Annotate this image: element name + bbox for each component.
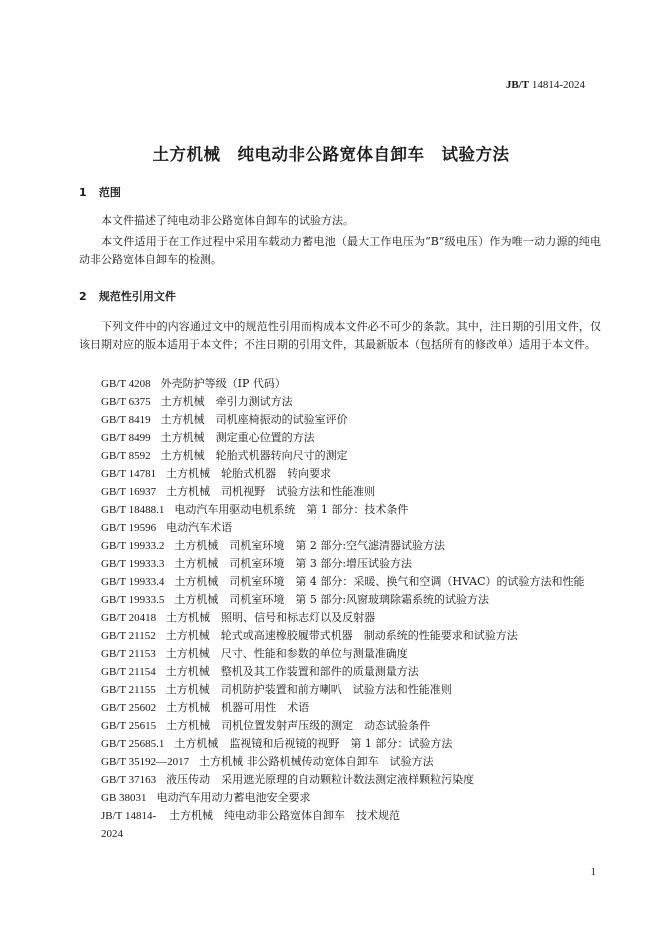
section-title: 规范性引用文件 <box>98 290 176 303</box>
reference-title: 液压传动 采用遮光原理的自动颗粒计数法测定液样颗粒污染度 <box>166 773 475 786</box>
reference-title: 土方机械 司机视野 试验方法和性能准则 <box>166 485 376 498</box>
reference-code: GB/T 16937 <box>101 486 157 498</box>
reference-title: 土方机械 轮式或高速橡胶履带式机器 制动系统的性能要求和试验方法 <box>165 629 518 642</box>
reference-title: 土方机械 司机位置发射声压级的测定 动态试验条件 <box>166 719 431 732</box>
reference-item <box>79 627 601 645</box>
section-number: 2 <box>79 290 87 303</box>
standard-id <box>506 79 585 91</box>
reference-code: GB/T 19933.4 <box>101 576 165 588</box>
reference-title: 土方机械 测定重心位置的方法 <box>160 431 315 444</box>
document-title: 土方机械 纯电动非公路宽体自卸车 试验方法 <box>152 145 510 164</box>
reference-title: 外壳防护等级（IP 代码） <box>160 377 286 390</box>
reference-title: 土方机械 司机室环境 第 4 部分：采暖、换气和空调（HVAC）的试验方法和性能 <box>174 575 585 588</box>
reference-item <box>79 483 601 501</box>
reference-title: 土方机械 照明、信号和标志灯以及反射器 <box>166 611 376 624</box>
section-title: 范围 <box>98 186 121 199</box>
normative-intro-paragraph: 下列文件中的内容通过文中的规范性引用而构成本文件必不可少的条款。其中，注日期的引用文件，仅该日期对应的版本适用于本文件；不注日期的引用文件，其最新版本（包括所有的修改单）适用于本文件。 <box>79 320 601 351</box>
reference-list <box>79 375 601 843</box>
reference-title: 土方机械 机器可用性 术语 <box>166 701 310 714</box>
reference-title: 土方机械 司机室环境 第 5 部分:风窗玻璃除霜系统的试验方法 <box>174 593 490 606</box>
reference-title: 土方机械 司机座椅振动的试验室评价 <box>160 413 348 426</box>
reference-item <box>79 375 601 393</box>
reference-code: GB/T 4208 <box>101 378 151 390</box>
reference-item <box>79 717 601 735</box>
reference-item <box>79 807 601 843</box>
page-number: 1 <box>590 866 596 878</box>
reference-item <box>79 753 601 771</box>
reference-title: 电动汽车术语 <box>166 521 233 534</box>
section-1-heading <box>79 184 121 200</box>
reference-item <box>79 771 601 789</box>
reference-item <box>79 681 601 699</box>
reference-item <box>79 501 601 519</box>
reference-item <box>79 591 601 609</box>
reference-title: 土方机械 轮胎式机器转向尺寸的测定 <box>160 449 348 462</box>
reference-title: 土方机械 非公路机械传动宽体自卸车 试验方法 <box>199 755 434 768</box>
reference-code: GB/T 19933.2 <box>101 540 165 552</box>
reference-item <box>79 609 601 627</box>
reference-title: 土方机械 司机室环境 第 3 部分:增压试验方法 <box>174 557 413 570</box>
reference-code: JB/T 14814-2024 <box>101 810 157 840</box>
standard-number: 14814-2024 <box>531 79 585 91</box>
reference-title: 土方机械 尺寸、性能和参数的单位与测量准确度 <box>165 647 408 660</box>
reference-code: GB/T 8419 <box>101 414 151 426</box>
reference-title: 土方机械 整机及其工作装置和部件的质量测量方法 <box>165 665 419 678</box>
reference-code: GB/T 19933.3 <box>101 558 165 570</box>
reference-code: GB/T 19933.5 <box>101 594 165 606</box>
section-2-heading <box>79 288 176 304</box>
reference-item <box>79 447 601 465</box>
reference-item <box>79 663 601 681</box>
reference-title: 土方机械 轮胎式机器 转向要求 <box>166 467 332 480</box>
reference-code: GB/T 37163 <box>101 774 157 786</box>
reference-title: 土方机械 监视镜和后视镜的视野 第 1 部分：试验方法 <box>174 737 453 750</box>
reference-code: GB/T 35192—2017 <box>101 756 190 768</box>
reference-item <box>79 573 601 591</box>
reference-title: 土方机械 司机防护装置和前方喇叭 试验方法和性能准则 <box>165 683 452 696</box>
reference-code: GB/T 8499 <box>101 432 151 444</box>
reference-code: GB/T 8592 <box>101 450 151 462</box>
reference-code: GB/T 21155 <box>101 684 156 696</box>
reference-code: GB/T 25615 <box>101 720 157 732</box>
reference-item <box>79 789 601 807</box>
reference-item <box>79 645 601 663</box>
reference-code: GB/T 21152 <box>101 630 156 642</box>
scope-paragraph-2: 本文件适用于在工作过程中采用车载动力蓄电池（最大工作电压为“B”级电压）作为唯一动力源的纯电动非公路宽体自卸车的检测。 <box>79 235 601 266</box>
reference-item <box>79 429 601 447</box>
reference-code: GB/T 21153 <box>101 648 156 660</box>
reference-code: GB/T 18488.1 <box>101 504 165 516</box>
reference-title: 土方机械 牵引力测试方法 <box>160 395 293 408</box>
reference-code: GB/T 21154 <box>101 666 156 678</box>
section-number: 1 <box>79 186 87 199</box>
reference-title: 土方机械 纯电动非公路宽体自卸车 技术规范 <box>169 809 400 822</box>
reference-code: GB/T 25685.1 <box>101 738 165 750</box>
reference-code: GB/T 19596 <box>101 522 157 534</box>
reference-item <box>79 555 601 573</box>
reference-item <box>79 537 601 555</box>
reference-code: GB/T 6375 <box>101 396 151 408</box>
reference-item <box>79 519 601 537</box>
reference-code: GB/T 25602 <box>101 702 157 714</box>
reference-code: GB 38031 <box>101 792 147 804</box>
reference-title: 电动汽车用动力蓄电池安全要求 <box>156 791 311 804</box>
reference-item <box>79 735 601 753</box>
reference-title: 电动汽车用驱动电机系统 第 1 部分：技术条件 <box>174 503 409 516</box>
reference-item <box>79 393 601 411</box>
standard-prefix: JB/T <box>505 79 530 91</box>
reference-item <box>79 699 601 717</box>
reference-code: GB/T 14781 <box>101 468 157 480</box>
reference-title: 土方机械 司机室环境 第 2 部分:空气滤清器试验方法 <box>174 539 446 552</box>
reference-item <box>79 465 601 483</box>
scope-paragraph-1: 本文件描述了纯电动非公路宽体自卸车的试验方法。 <box>101 214 354 227</box>
reference-item <box>79 411 601 429</box>
reference-code: GB/T 20418 <box>101 612 157 624</box>
